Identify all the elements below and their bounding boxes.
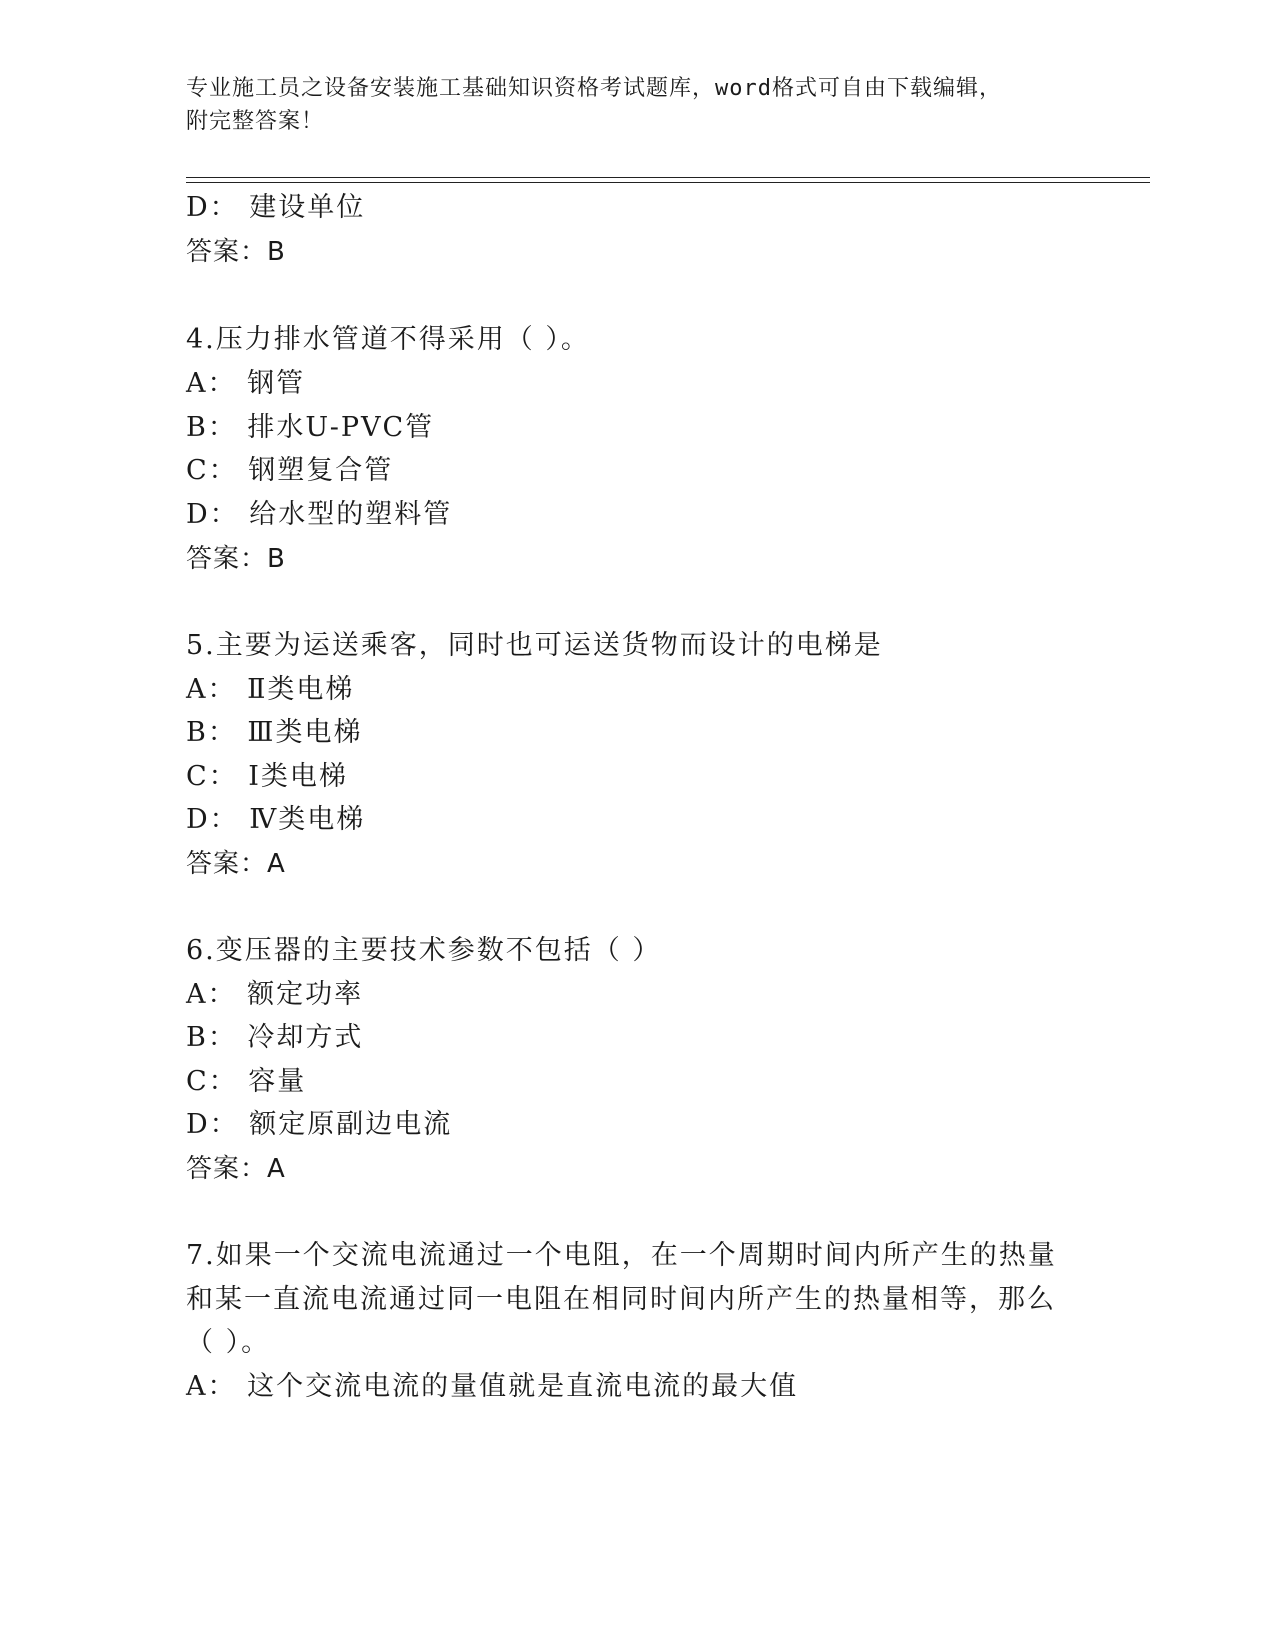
q7-stem-line-1: 7.如果一个交流电流通过一个电阻，在一个周期时间内所产生的热量 <box>186 1240 1057 1271</box>
q6-option-b: B： 冷却方式 <box>186 1022 364 1053</box>
q7-stem-line-3: （ ）。 <box>186 1327 271 1358</box>
q7-option-a: A： 这个交流电流的量值就是直流电流的最大值 <box>186 1371 799 1402</box>
prev-answer: 答案：B <box>186 237 286 267</box>
q4-option-b: B： 排水U-PVC管 <box>186 412 435 443</box>
q5-stem: 5.主要为运送乘客，同时也可运送货物而设计的电梯是 <box>186 630 883 661</box>
prev-option-d: D： 建设单位 <box>186 192 366 223</box>
q4-option-d: D： 给水型的塑料管 <box>186 499 453 530</box>
q6-option-c: C： 容量 <box>186 1066 307 1097</box>
header-rule-bottom <box>186 182 1150 183</box>
q5-answer: 答案：A <box>186 849 286 879</box>
q6-option-a: A： 额定功率 <box>186 979 364 1010</box>
q5-option-d: D： Ⅳ类电梯 <box>186 804 366 835</box>
q7-stem-line-2: 和某一直流电流通过同一电阻在相同时间内所产生的热量相等，那么 <box>186 1284 1056 1315</box>
header-line-2: 附完整答案！ <box>186 109 325 134</box>
q4-stem: 4.压力排水管道不得采用（ ）。 <box>186 324 590 355</box>
q5-option-a: A： Ⅱ类电梯 <box>186 674 355 705</box>
document-header <box>186 72 1066 138</box>
q5-option-c: C： Ⅰ类电梯 <box>186 761 348 792</box>
q6-answer: 答案：A <box>186 1154 286 1184</box>
q5-option-b: B： Ⅲ类电梯 <box>186 717 363 748</box>
q4-answer: 答案：B <box>186 544 286 574</box>
q6-option-d: D： 额定原副边电流 <box>186 1109 453 1140</box>
q4-option-a: A： 钢管 <box>186 368 306 399</box>
header-line-1: 专业施工员之设备安装施工基础知识资格考试题库，word格式可自由下载编辑， <box>186 76 1002 101</box>
header-rule-top <box>186 177 1150 178</box>
q6-stem: 6.变压器的主要技术参数不包括（ ） <box>186 935 662 966</box>
q4-option-c: C： 钢塑复合管 <box>186 455 394 486</box>
